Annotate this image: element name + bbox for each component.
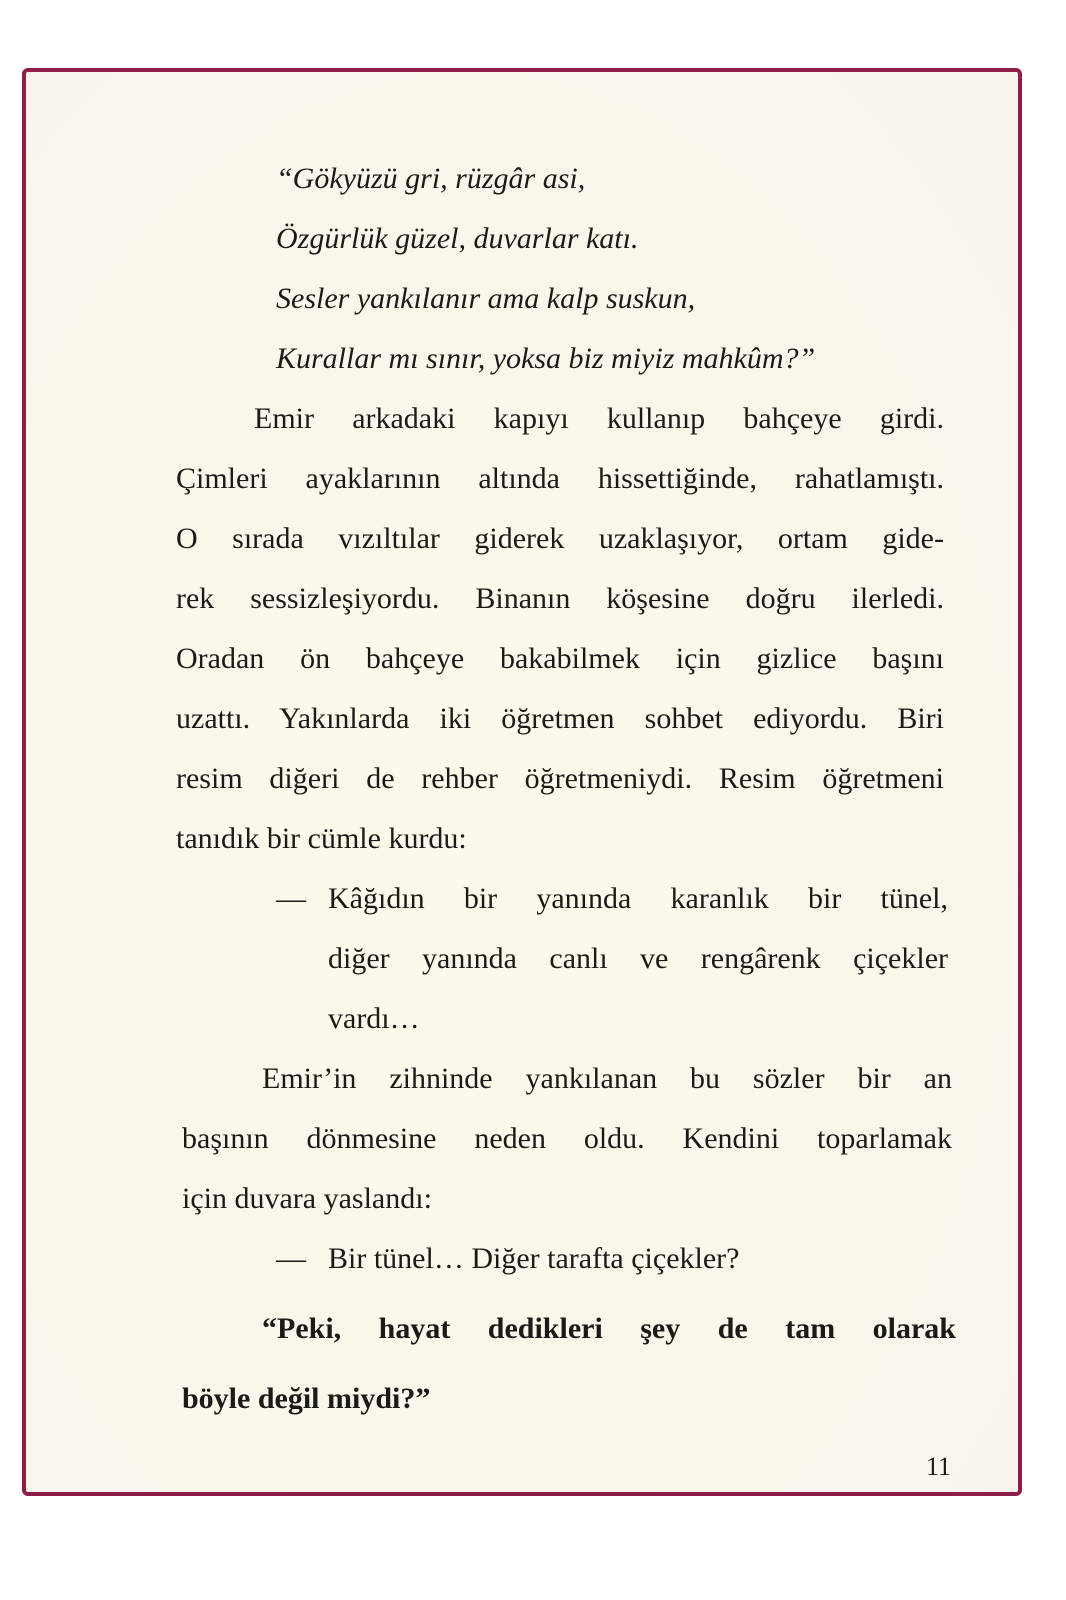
poem-line: Sesler yankılanır ama kalp suskun, (276, 282, 696, 315)
paragraph-line: başının dönmesine neden oldu. Kendini toparlamak (182, 1122, 952, 1155)
paragraph-line: için duvara yaslandı: (182, 1182, 432, 1215)
dialogue-line: vardı… (328, 1002, 420, 1035)
poem-line: Özgürlük güzel, duvarlar katı. (276, 222, 639, 255)
dialogue-line: Bir tünel… Diğer tarafta çiçekler? (328, 1242, 740, 1275)
paragraph-line: rek sessizleşiyordu. Binanın köşesine doğru ilerledi. (176, 582, 944, 615)
paragraph-line: Emir arkadaki kapıyı kullanıp bahçeye girdi. (254, 402, 944, 435)
paragraph-line: resim diğeri de rehber öğretmeniydi. Resim öğretmeni (176, 762, 944, 795)
paragraph-line: Emir’in zihninde yankılanan bu sözler bir an (262, 1062, 952, 1095)
dialogue-line: diğer yanında canlı ve rengârenk çiçekler (328, 942, 948, 975)
dialogue-line: Kâğıdın bir yanında karanlık bir tünel, (328, 882, 948, 915)
paragraph-line: tanıdık bir cümle kurdu: (176, 822, 467, 855)
paragraph-line: Çimleri ayaklarının altında hissettiğinde, rahatlamıştı. (176, 462, 944, 495)
paragraph-line: uzattı. Yakınlarda iki öğretmen sohbet ediyordu. Biri (176, 702, 944, 735)
poem-line: “Gökyüzü gri, rüzgâr asi, (276, 162, 586, 195)
closing-quote-line: böyle değil miydi?” (182, 1382, 431, 1415)
page-number: 11 (926, 1452, 952, 1481)
paragraph-line: O sırada vızıltılar giderek uzaklaşıyor, ortam gide- (176, 522, 944, 555)
dialogue-dash: — (276, 1242, 306, 1275)
page-frame (22, 68, 1022, 1496)
poem-line: Kurallar mı sınır, yoksa biz miyiz mahkûm?” (276, 342, 816, 375)
paragraph-line: Oradan ön bahçeye bakabilmek için gizlice başını (176, 642, 944, 675)
closing-quote-line: “Peki, hayat dedikleri şey de tam olarak (262, 1312, 956, 1345)
dialogue-dash: — (276, 882, 306, 915)
